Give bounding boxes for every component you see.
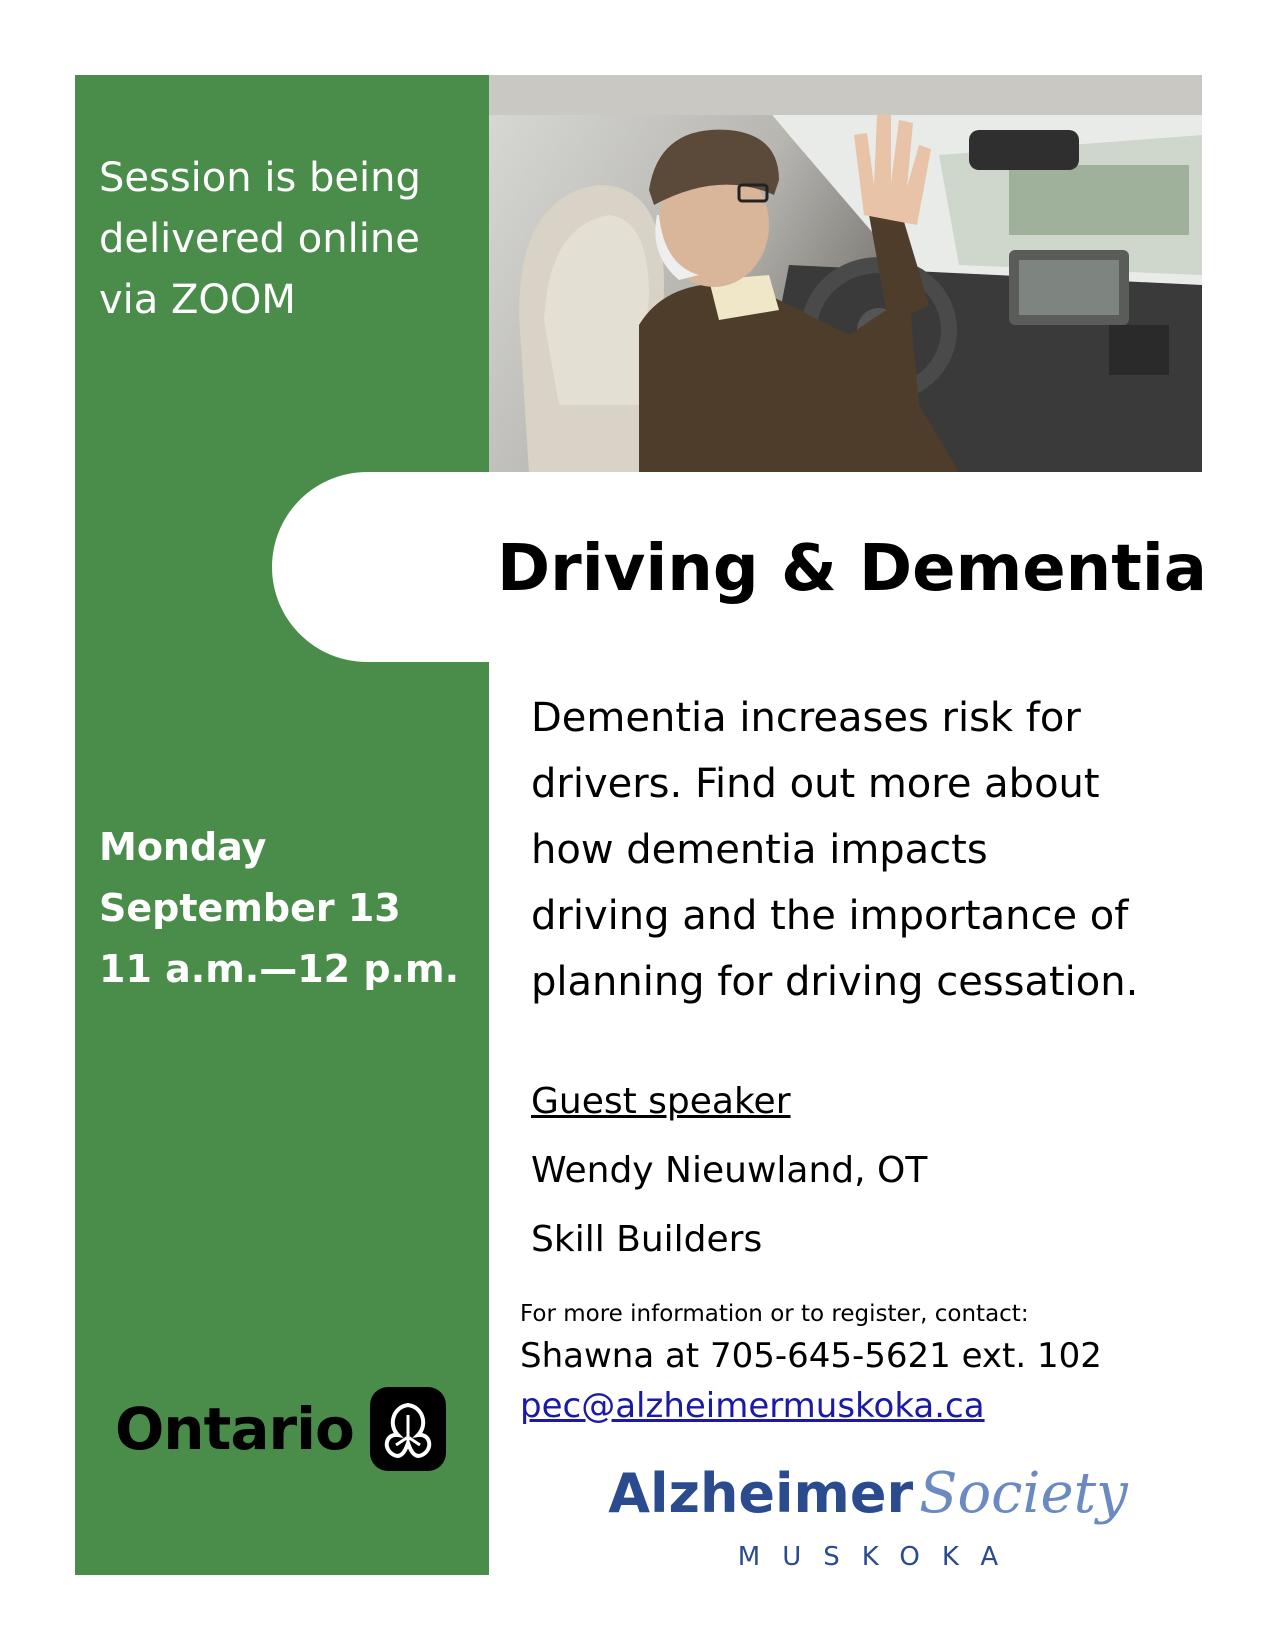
page-title: Driving & Dementia [497, 532, 1207, 606]
trillium-icon [368, 1385, 448, 1473]
session-day: Monday [99, 825, 267, 869]
speaker-organization: Skill Builders [531, 1219, 763, 1260]
guest-speaker-block [531, 1067, 927, 1274]
contact-email-link[interactable]: pec@alzheimermuskoka.ca [520, 1386, 985, 1426]
online-line: delivered online [99, 216, 420, 262]
online-session-note [99, 148, 459, 331]
speaker-name: Wendy Nieuwland, OT [531, 1150, 928, 1191]
description-line: driving and the importance of [531, 893, 1129, 939]
description-line: how dementia impacts [531, 827, 988, 873]
guest-speaker-heading: Guest speaker [531, 1081, 791, 1122]
logo-subtitle: MUSKOKA [737, 1542, 1021, 1572]
logo-word-alzheimer: Alzheimer [608, 1462, 914, 1525]
alzheimer-society-logo [583, 1462, 1153, 1572]
contact-block [520, 1297, 1102, 1431]
description-line: planning for driving cessation. [531, 959, 1139, 1005]
contact-intro: For more information or to register, contact: [520, 1301, 1029, 1327]
online-line: Session is being [99, 155, 421, 201]
event-description [531, 685, 1211, 1015]
session-time: 11 a.m.—12 p.m. [99, 947, 459, 991]
driver-photo [489, 75, 1202, 472]
description-line: drivers. Find out more about [531, 761, 1100, 807]
session-date: September 13 [99, 886, 401, 930]
description-line: Dementia increases risk for [531, 695, 1081, 741]
contact-phone: Shawna at 705-645-5621 ext. 102 [520, 1336, 1102, 1376]
online-line: via ZOOM [99, 277, 296, 323]
driver-photo-illustration [489, 75, 1202, 472]
ontario-wordmark: Ontario [115, 1395, 354, 1463]
session-date-time [99, 817, 479, 1000]
logo-word-society: Society [919, 1461, 1128, 1526]
ontario-logo [115, 1385, 448, 1473]
